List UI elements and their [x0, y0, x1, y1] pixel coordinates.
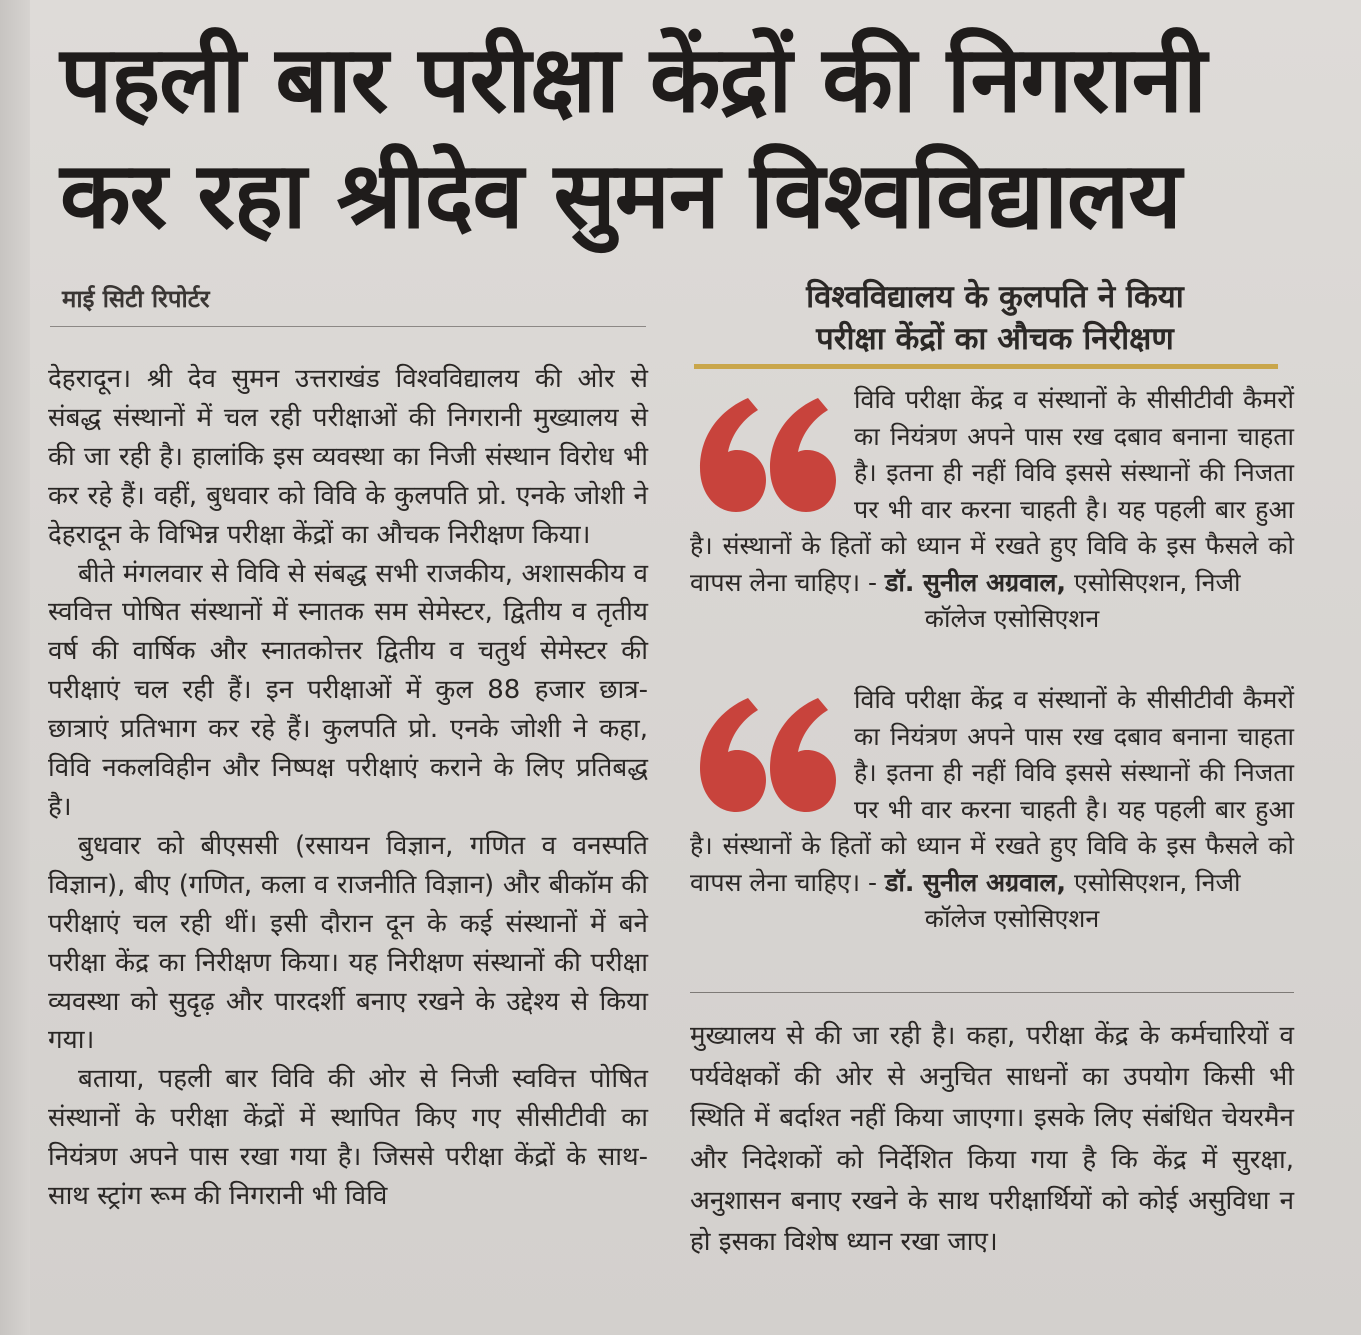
subheadline-line-2: परीक्षा केंद्रों का औचक निरीक्षण — [816, 321, 1174, 357]
open-double-quote-icon — [690, 390, 840, 520]
quote-1-affiliation-2: कॉलेज एसोसिएशन — [924, 604, 1100, 633]
paragraph-3: बुधवार को बीएससी (रसायन विज्ञान, गणित व वनस्पति विज्ञान), बीए (गणित, कला व राजनीति विज्ञान) और बीकॉम की परीक्षाएं चल रही थीं। इसी दौरान दून के कई संस्थानों में बने परीक्षा केंद्र का निरीक्षण किया। यह निरीक्षण संस्थानों की परीक्षा व्यवस्था को सुदृढ़ और पारदर्शी बनाए रखने के उद्देश्य से किया गया। — [48, 830, 648, 1056]
open-double-quote-icon — [690, 690, 840, 820]
quote-1-text: विवि परीक्षा केंद्र व संस्थानों के सीसीटीवी कैमरों का नियंत्रण अपने पास रख दबाव बनाना चाहता है। इतना ही नहीं विवि इससे संस्थानों की निजता पर भी वार करना चाहती है। यह पहली बार हुआ है। संस्थानों के हितों को ध्यान में रखते हुए विवि के इस फैसले को वापस लेना चाहिए। - — [690, 385, 1294, 597]
right-column-text: मुख्यालय से की जा रही है। कहा, परीक्षा केंद्र के कर्मचारियों व पर्यवेक्षकों की ओर से अनुचित साधनों का उपयोग किसी भी स्थिति में बर्दाश्त नहीं किया जाएगा। इसके लिए संबंधित चेयरमैन और निदेशकों को निर्देशित किया गया है कि केंद्र में सुरक्षा, अनुशासन बनाए रखने के साथ परीक्षार्थियों को कोई असुविधा न हो इसका विशेष ध्यान रखा जाए। — [690, 1021, 1294, 1258]
page-edge — [0, 0, 30, 1335]
pull-quote-1 — [690, 382, 1294, 638]
headline-line-1: पहली बार परीक्षा केंद्रों की निगरानी — [60, 26, 1206, 133]
byline: माई सिटी रिपोर्टर — [62, 285, 210, 313]
paragraph-4: बताया, पहली बार विवि की ओर से निजी स्ववित्त पोषित संस्थानों के परीक्षा केंद्रों में स्थापित किए गए सीसीटीवी का नियंत्रण अपने पास रखा गया है। जिससे परीक्षा केंद्रों के साथ-साथ स्ट्रांग रूम की निगरानी भी विवि — [48, 1064, 648, 1212]
quote-divider — [690, 992, 1294, 993]
headline — [60, 22, 1310, 254]
pull-quote-2 — [690, 682, 1294, 938]
quote-1-affiliation: एसोसिएशन, निजी — [1073, 567, 1241, 597]
quote-2-text: विवि परीक्षा केंद्र व संस्थानों के सीसीटीवी कैमरों का नियंत्रण अपने पास रख दबाव बनाना चाहता है। इतना ही नहीं विवि इससे संस्थानों की निजता पर भी वार करना चाहती है। यह पहली बार हुआ है। संस्थानों के हितों को ध्यान में रखते हुए विवि के इस फैसले को वापस लेना चाहिए। - — [690, 685, 1294, 897]
subheadline-line-1: विश्वविद्यालय के कुलपति ने किया — [806, 279, 1184, 315]
quote-2-affiliation-2: कॉलेज एसोसिएशन — [924, 904, 1100, 933]
byline-divider — [50, 326, 646, 327]
quote-2-speaker: डॉ. सुनील अग्रवाल, — [885, 867, 1066, 897]
quote-1-speaker: डॉ. सुनील अग्रवाल, — [885, 567, 1066, 597]
headline-line-2: कर रहा श्रीदेव सुमन विश्वविद्यालय — [60, 142, 1181, 249]
subheadline-rule — [694, 364, 1278, 369]
quote-2-affiliation: एसोसिएशन, निजी — [1073, 867, 1241, 897]
right-column — [690, 1016, 1294, 1263]
left-column — [48, 360, 648, 1216]
paragraph-1: देहरादून। श्री देव सुमन उत्तराखंड विश्वविद्यालय की ओर से संबद्ध संस्थानों में चल रही परीक्षाओं की निगरानी मुख्यालय से की जा रही है। हालांकि इस व्यवस्था का निजी संस्थान विरोध भी कर रहे हैं। वहीं, बुधवार को विवि के कुलपति प्रो. एनके जोशी ने देहरादून के विभिन्न परीक्षा केंद्रों का औचक निरीक्षण किया। — [48, 364, 648, 550]
paragraph-2: बीते मंगलवार से विवि से संबद्ध सभी राजकीय, अशासकीय व स्ववित्त पोषित संस्थानों में स्नातक सम सेमेस्टर, द्वितीय व तृतीय वर्ष की वार्षिक और स्नातकोत्तर द्वितीय व चतुर्थ सेमेस्टर की परीक्षाएं चल रही हैं। इन परीक्षाओं में कुल 88 हजार छात्र-छात्राएं प्रतिभाग कर रहे हैं। कुलपति प्रो. एनके जोशी ने कहा, विवि नकलविहीन और निष्पक्ष परीक्षाएं कराने के लिए प्रतिबद्ध है। — [48, 558, 648, 822]
subheadline — [700, 276, 1290, 360]
